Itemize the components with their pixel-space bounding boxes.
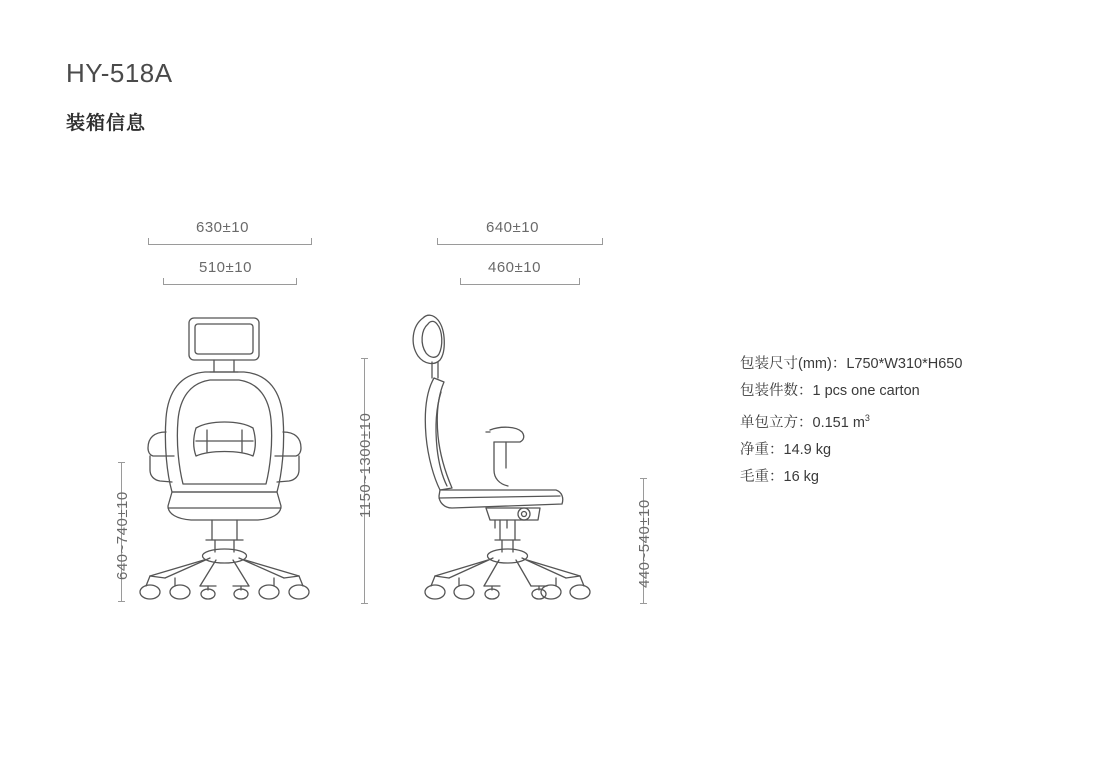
page-title-model: HY-518A xyxy=(66,58,173,88)
spec-value-net-weight: 14.9 kg xyxy=(783,441,832,458)
packing-spec-list xyxy=(740,352,962,492)
spec-label-package-count: 包装件数： xyxy=(740,383,813,399)
spec-label-gross-weight: 毛重： xyxy=(740,468,784,485)
office-chair-side-view xyxy=(413,315,590,599)
front-outer-dim-label: 630±10 xyxy=(196,219,249,236)
spec-label-package-size: 包装尺寸(mm)： xyxy=(740,356,847,372)
page-title-section: 装箱信息 xyxy=(66,113,147,134)
office-chair-front-view xyxy=(140,318,309,599)
spec-label-volume: 单包立方： xyxy=(740,414,813,431)
front-left-vertical-dim-label: 640~740±10 xyxy=(114,491,131,580)
spec-value-package-size: L750*W310*H650 xyxy=(846,356,963,372)
spec-value-volume-exponent: 3 xyxy=(864,413,870,423)
spec-value-package-count: 1 pcs one carton xyxy=(812,383,920,399)
side-inner-dim-label: 460±10 xyxy=(488,259,541,276)
spec-value-volume: 0.151 m xyxy=(812,414,865,431)
spec-row-gross-weight xyxy=(740,465,962,489)
side-outer-dim-label: 640±10 xyxy=(486,219,539,236)
spec-row-package-count xyxy=(740,379,962,403)
spec-row-volume xyxy=(740,406,962,435)
spec-row-net-weight xyxy=(740,438,962,462)
front-right-vertical-dim-label: 1150~1300±10 xyxy=(357,412,374,518)
side-right-vertical-dim-label: 440~540±10 xyxy=(636,499,653,588)
spec-row-package-size xyxy=(740,352,962,376)
front-inner-dim-label: 510±10 xyxy=(199,259,252,276)
spec-value-gross-weight: 16 kg xyxy=(783,468,819,485)
spec-label-net-weight: 净重： xyxy=(740,441,784,458)
